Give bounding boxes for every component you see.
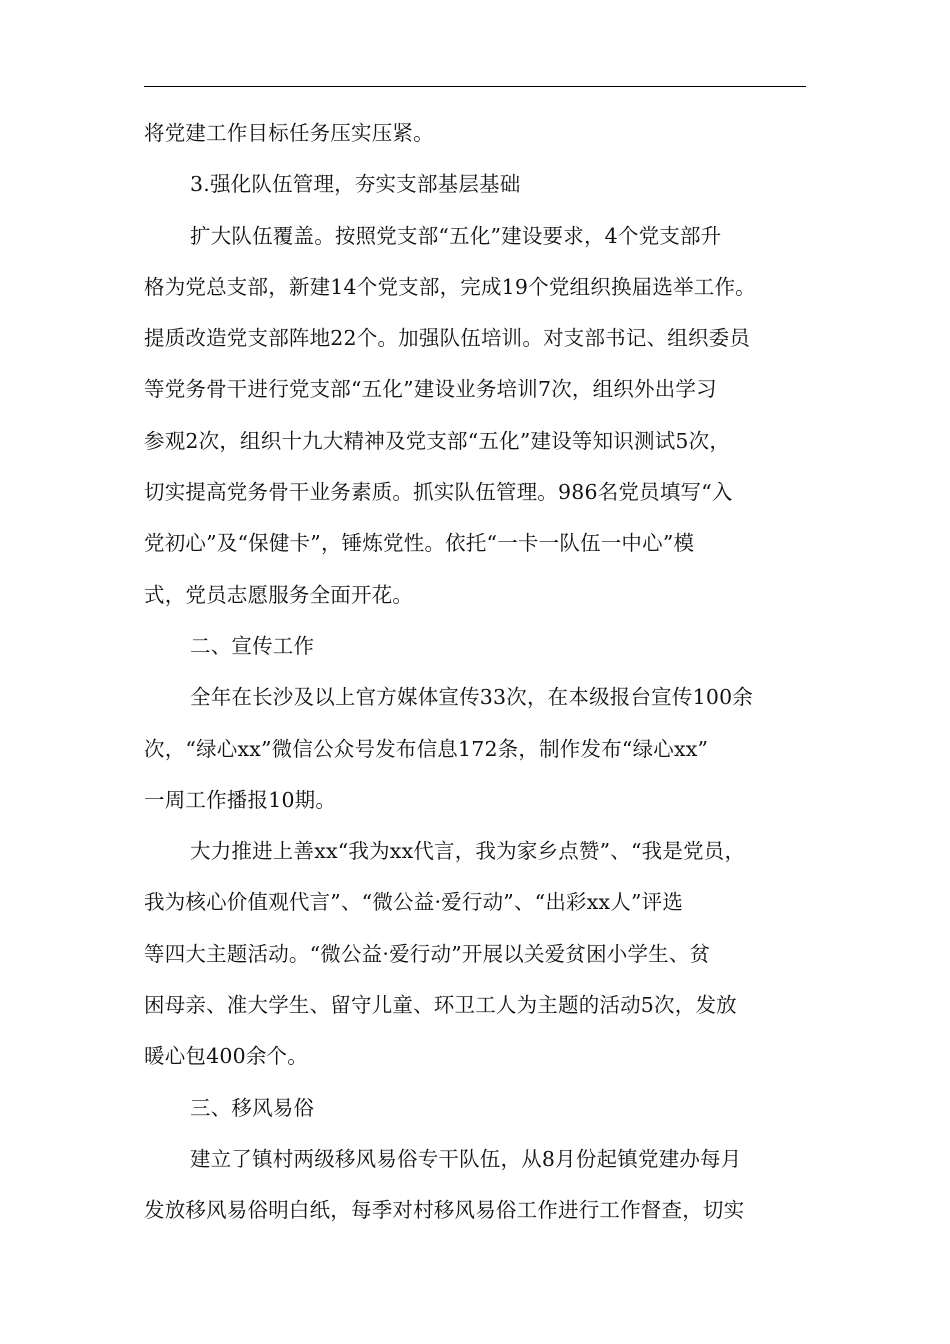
text-line: 党初心”及“保健卡”，锤炼党性。依托“一卡一队伍一中心”模 bbox=[144, 531, 695, 556]
text-line: 切实提高党务骨干业务素质。抓实队伍管理。986名党员填写“入 bbox=[144, 480, 733, 505]
text-line: 一周工作播报10期。 bbox=[144, 787, 337, 812]
header-rule bbox=[144, 86, 806, 87]
text-line: 等党务骨干进行党支部“五化”建设业务培训7次，组织外出学习 bbox=[144, 377, 717, 402]
section-heading: 3.强化队伍管理，夯实支部基层基础 bbox=[190, 172, 521, 197]
text-line: 困母亲、准大学生、留守儿童、环卫工人为主题的活动5次，发放 bbox=[144, 993, 737, 1018]
section-heading: 三、移风易俗 bbox=[190, 1095, 315, 1120]
text-line: 全年在长沙及以上官方媒体宣传33次，在本级报台宣传100余 bbox=[190, 685, 754, 710]
text-line: 我为核心价值观代言”、“微公益·爱行动”、“出彩xx人”评选 bbox=[144, 890, 684, 915]
text-line: 次，“绿心xx”微信公众号发布信息172条，制作发布“绿心xx” bbox=[144, 736, 709, 761]
text-line: 格为党总支部，新建14个党支部，完成19个党组织换届选举工作。 bbox=[144, 274, 756, 299]
text-line: 大力推进上善xx“我为xx代言，我为家乡点赞”、“我是党员， bbox=[190, 839, 746, 864]
text-line: 提质改造党支部阵地22个。加强队伍培训。对支部书记、组织委员 bbox=[144, 326, 751, 351]
text-line: 将党建工作目标任务压实压紧。 bbox=[144, 121, 434, 145]
text-line: 参观2次，组织十九大精神及党支部“五化”建设等知识测试5次， bbox=[144, 428, 731, 453]
text-line: 等四大主题活动。“微公益·爱行动”开展以关爱贫困小学生、贫 bbox=[144, 941, 711, 966]
text-line: 式，党员志愿服务全面开花。 bbox=[144, 582, 414, 607]
section-heading: 二、宣传工作 bbox=[190, 633, 315, 658]
text-line: 扩大队伍覆盖。按照党支部“五化”建设要求，4个党支部升 bbox=[190, 223, 722, 248]
text-line: 建立了镇村两级移风易俗专干队伍，从8月份起镇党建办每月 bbox=[190, 1146, 742, 1171]
text-line: 发放移风易俗明白纸，每季对村移风易俗工作进行工作督查，切实 bbox=[144, 1198, 745, 1223]
document-body bbox=[144, 108, 824, 1237]
text-line: 暖心包400余个。 bbox=[144, 1044, 308, 1069]
